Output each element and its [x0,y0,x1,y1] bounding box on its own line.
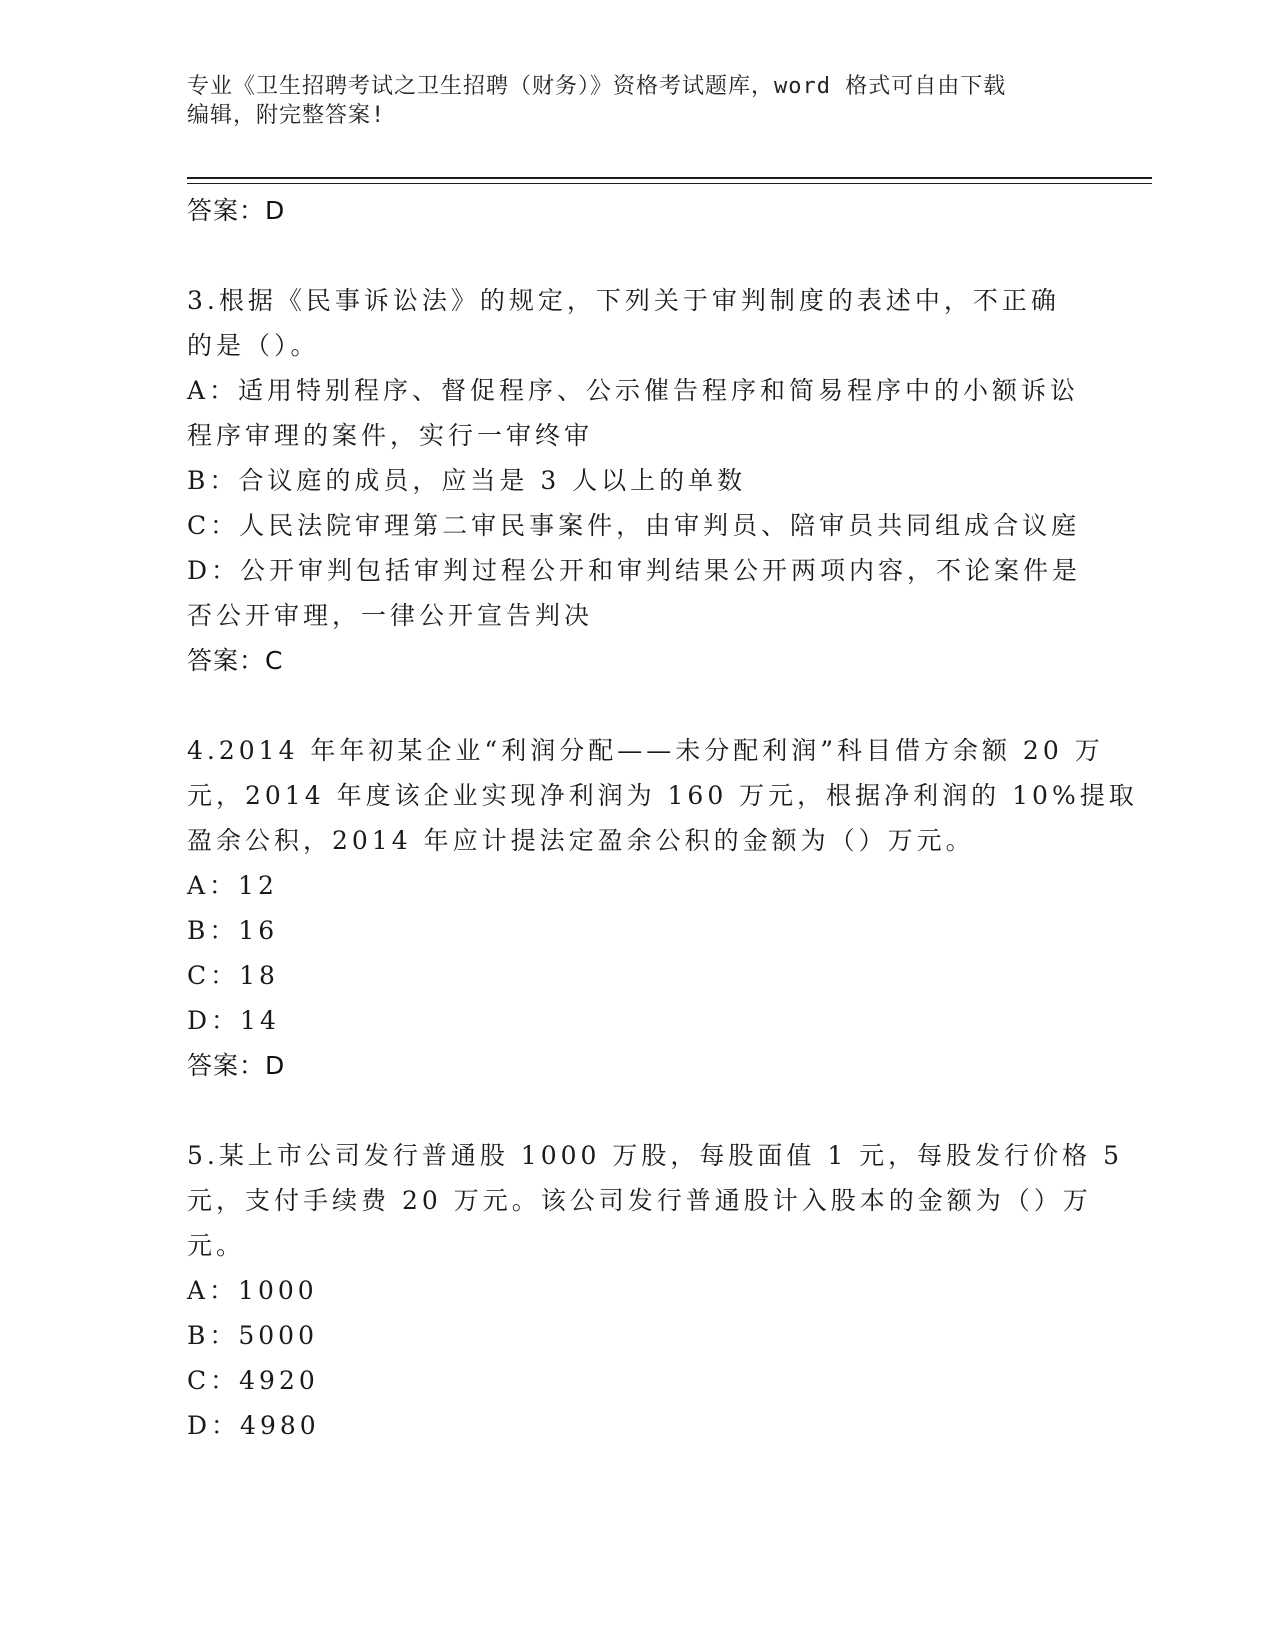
question-3 [187,278,1082,683]
option-d-continued: 否公开审理，一律公开宣告判决 [187,601,594,630]
question-line: 4.2014 年年初某企业“利润分配——未分配利润”科目借方余额 20 万 [187,736,1104,765]
option-c: C：人民法院审理第二审民事案件，由审判员、陪审员共同组成合议庭 [187,511,1081,540]
header-divider-thin [187,183,1152,184]
question-line: 盈余公积，2014 年应计提法定盈余公积的金额为（）万元。 [187,826,975,855]
option-c: C：4920 [187,1366,319,1395]
option-a: A：1000 [187,1276,318,1305]
question-line: 5.某上市公司发行普通股 1000 万股，每股面值 1 元，每股发行价格 5 [187,1141,1124,1170]
option-d: D：14 [187,1006,280,1035]
answer-line: 答案：C [187,646,284,675]
option-d: D：4980 [187,1411,320,1440]
option-a-continued: 程序审理的案件，实行一审终审 [187,421,594,450]
answer-line: 答案：D [187,196,286,225]
page-header [187,72,1067,130]
header-line: 专业《卫生招聘考试之卫生招聘（财务）》资格考试题库，word 格式可自由下载 [187,74,1007,99]
question-4 [187,728,1138,1088]
option-d: D：公开审判包括审判过程公开和审判结果公开两项内容，不论案件是 [187,556,1082,585]
question-line: 元，2014 年度该企业实现净利润为 160 万元，根据净利润的 10%提取 [187,781,1138,810]
option-b: B：合议庭的成员，应当是 3 人以上的单数 [187,466,747,495]
question-line: 元。 [187,1231,246,1260]
question-line: 3.根据《民事诉讼法》的规定，下列关于审判制度的表述中，不正确 [187,286,1060,315]
question-line: 元，支付手续费 20 万元。该公司发行普通股计入股本的金额为（）万 [187,1186,1092,1215]
question-line: 的是（）。 [187,331,320,360]
option-a: A：适用特别程序、督促程序、公示催告程序和简易程序中的小额诉讼 [187,376,1080,405]
header-line: 编辑，附完整答案! [187,103,386,128]
answer-line: 答案：D [187,1051,286,1080]
option-c: C：18 [187,961,279,990]
option-a: A：12 [187,871,278,900]
option-b: B：5000 [187,1321,318,1350]
question-5 [187,1133,1124,1448]
exam-content [187,188,1138,1448]
option-b: B：16 [187,916,279,945]
header-divider [187,177,1152,179]
